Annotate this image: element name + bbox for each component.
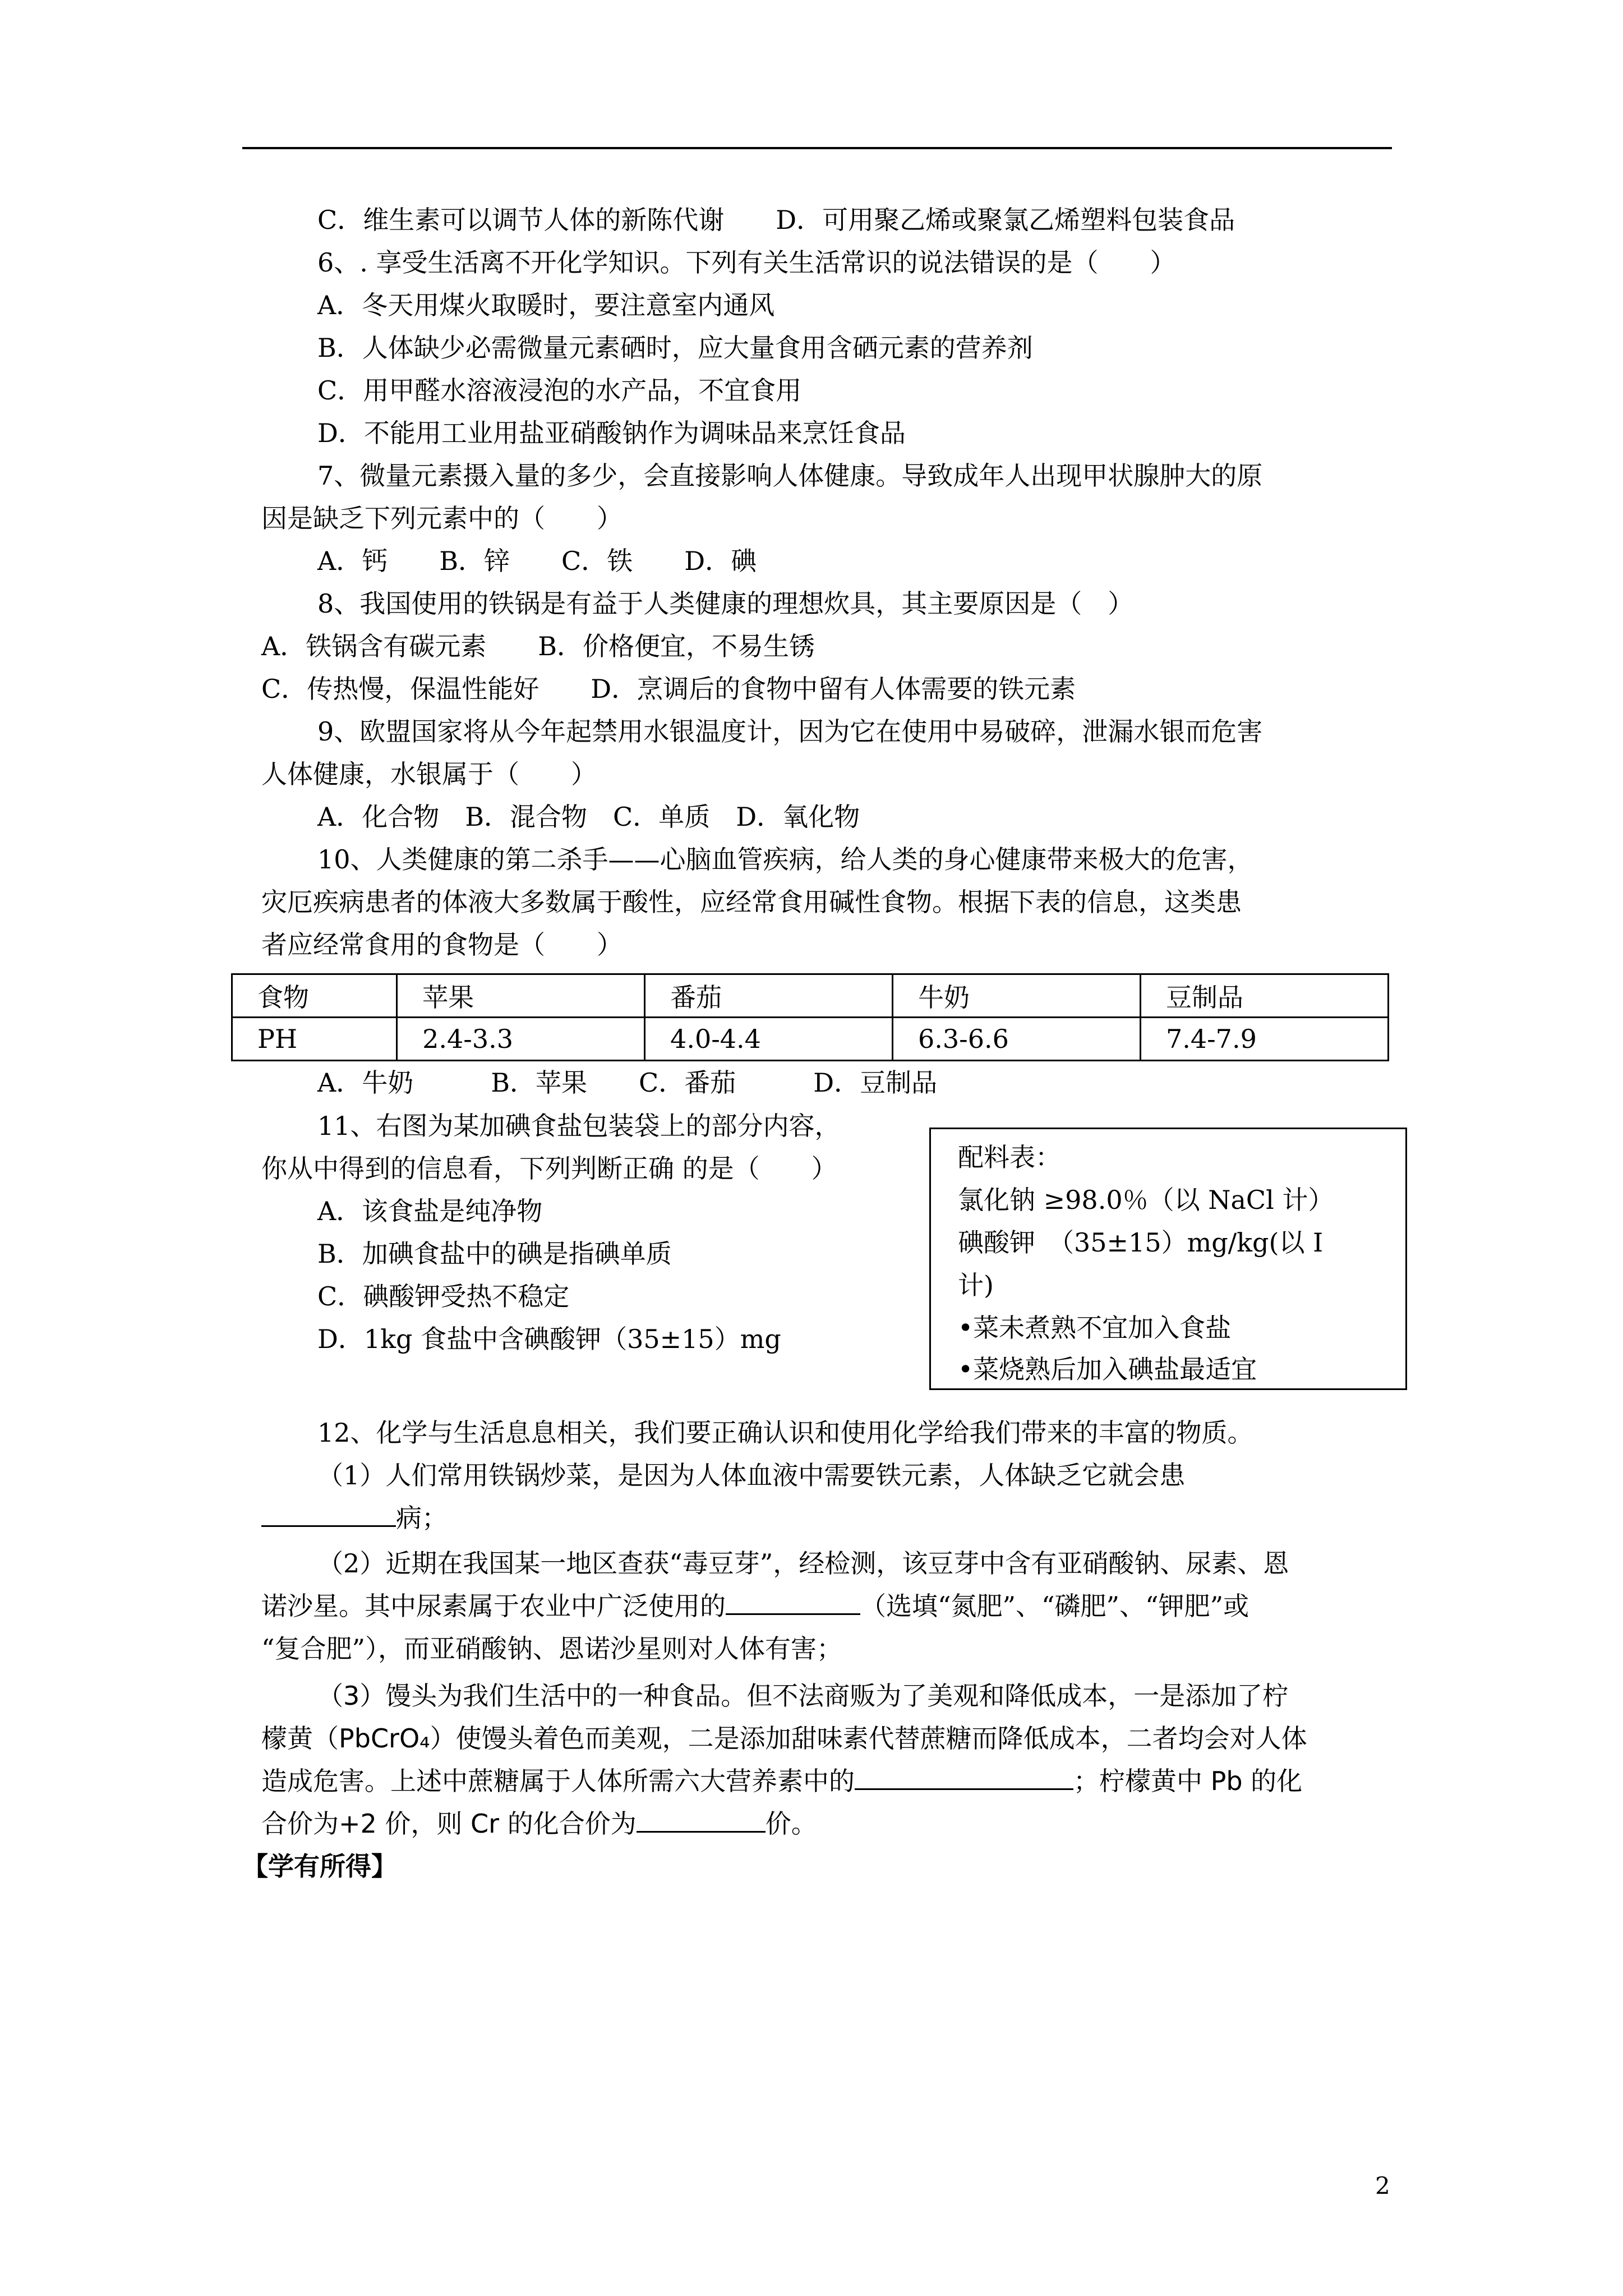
q6-option-b: B．人体缺少必需微量元素硒时，应大量食用含硒元素的营养剂	[317, 333, 1033, 363]
ph-table	[231, 973, 1389, 1061]
table-row	[232, 974, 1389, 1018]
q12-part1-cont: 病；	[261, 1501, 448, 1535]
q11-stem-line1: 11、右图为某加碘食盐包装袋上的部分内容，	[317, 1111, 841, 1141]
q12-part2: （2）近期在我国某一地区查获“毒豆芽”，经检测，该豆芽中含有亚硝酸钠、尿素、恩	[317, 1548, 1289, 1579]
q8-stem: 8、我国使用的铁锅是有益于人类健康的理想炊具，其主要原因是（ ）	[317, 588, 1134, 619]
table-cell: 牛奶	[893, 974, 1141, 1018]
table-cell: PH	[232, 1018, 397, 1061]
q12-part3-cont3: 合价为+2 价，则 Cr 的化合价为 价。	[261, 1809, 817, 1839]
q9-stem-line2: 人体健康，水银属于（ ）	[261, 759, 597, 789]
table-cell: 豆制品	[1140, 974, 1388, 1018]
ingredient-box	[929, 1128, 1407, 1390]
ingredient-note: •菜未煮熟不宜加入食盐	[958, 1313, 1232, 1343]
table-cell: 4.0-4.4	[645, 1018, 893, 1061]
q6-option-a: A．冬天用煤火取暖时，要注意室内通风	[317, 290, 775, 320]
q11-option-a: A．该食盐是纯净物	[317, 1196, 543, 1226]
q12-part3-cont1: 檬黄（PbCrO₄）使馒头着色而美观，二是添加甜味素代替蔗糖而降低成本，二者均会对人体	[261, 1723, 1307, 1754]
q11-stem-line2: 你从中得到的信息看，下列判断正确 的是（ ）	[261, 1153, 837, 1184]
section-heading: 【学有所得】	[242, 1851, 397, 1881]
answer-blank[interactable]	[261, 1503, 396, 1527]
answer-blank[interactable]	[637, 1809, 766, 1833]
table-cell: 7.4-7.9	[1140, 1018, 1388, 1061]
q9-stem-line1: 9、欧盟国家将从今年起禁用水银温度计，因为它在使用中易破碎，泄漏水银而危害	[317, 716, 1263, 747]
q7-options: A．钙 B．锌 C．铁 D．碘	[317, 546, 757, 576]
q6-option-c: C．用甲醛水溶液浸泡的水产品，不宜食用	[317, 375, 802, 406]
table-cell: 番茄	[645, 974, 893, 1018]
table-cell: 2.4-3.3	[397, 1018, 645, 1061]
q6-stem: 6、. 享受生活离不开化学知识。下列有关生活常识的说法错误的是（ ）	[317, 247, 1176, 278]
ingredient-title: 配料表：	[958, 1142, 1061, 1172]
q8-options-ab: A．铁锅含有碳元素 B．价格便宜，不易生锈	[261, 631, 815, 661]
ingredient-line: 计)	[958, 1270, 994, 1300]
ingredient-line: 碘酸钾 （35±15）mg/kg(以 I	[958, 1227, 1324, 1258]
q10-stem-line3: 者应经常食用的食物是（ ）	[261, 930, 623, 960]
table-row	[232, 1018, 1389, 1061]
q7-stem-line1: 7、微量元素摄入量的多少，会直接影响人体健康。导致成年人出现甲状腺肿大的原	[317, 461, 1263, 491]
ingredient-note: •菜烧熟后加入碘盐最适宜	[958, 1354, 1257, 1384]
q6-option-d: D．不能用工业用盐亚硝酸钠作为调味品来烹饪食品	[317, 418, 906, 448]
table-cell: 食物	[232, 974, 397, 1018]
q10-stem-line2: 灾厄疾病患者的体液大多数属于酸性，应经常食用碱性食物。根据下表的信息，这类患	[261, 887, 1242, 917]
ingredient-line: 氯化钠 ≥98.0％（以 NaCl 计）	[958, 1185, 1334, 1215]
q11-option-c: C．碘酸钾受热不稳定	[317, 1281, 570, 1312]
header-rule	[242, 147, 1392, 149]
q12-part1: （1）人们常用铁锅炒菜，是因为人体血液中需要铁元素，人体缺乏它就会患	[317, 1460, 1186, 1490]
answer-blank[interactable]	[726, 1591, 860, 1615]
q12-part2-cont: 诺沙星。其中尿素属于农业中广泛使用的 （选填“氮肥”、“磷肥”、“钾肥”或	[261, 1591, 1249, 1621]
q10-options: A．牛奶 B．苹果 C．番茄 D．豆制品	[317, 1068, 938, 1098]
q5-options-cd: C．维生素可以调节人体的新陈代谢 D．可用聚乙烯或聚氯乙烯塑料包装食品	[317, 205, 1235, 235]
q11-option-d: D．1kg 食盐中含碘酸钾（35±15）mg	[317, 1324, 781, 1354]
q12-part2-end: “复合肥”），而亚硝酸钠、恩诺沙星则对人体有害；	[261, 1634, 843, 1664]
page-number: 2	[1375, 2172, 1390, 2200]
q12-stem: 12、化学与生活息息相关，我们要正确认识和使用化学给我们带来的丰富的物质。	[317, 1418, 1253, 1448]
q9-options: A．化合物 B．混合物 C．单质 D．氧化物	[317, 802, 860, 832]
q12-part3-cont2: 造成危害。上述中蔗糖属于人体所需六大营养素中的 ；柠檬黄中 Pb 的化	[261, 1766, 1303, 1796]
table-cell: 苹果	[397, 974, 645, 1018]
q11-option-b: B．加碘食盐中的碘是指碘单质	[317, 1239, 672, 1269]
q12-part3: （3）馒头为我们生活中的一种食品。但不法商贩为了美观和降低成本，一是添加了柠	[317, 1681, 1289, 1711]
q8-options-cd: C．传热慢，保温性能好 D．烹调后的食物中留有人体需要的铁元素	[261, 674, 1076, 704]
table-cell: 6.3-6.6	[893, 1018, 1141, 1061]
q7-stem-line2: 因是缺乏下列元素中的（ ）	[261, 503, 623, 533]
q10-stem-line1: 10、人类健康的第二杀手——心脑血管疾病，给人类的身心健康带来极大的危害，	[317, 844, 1253, 875]
answer-blank[interactable]	[855, 1766, 1073, 1790]
